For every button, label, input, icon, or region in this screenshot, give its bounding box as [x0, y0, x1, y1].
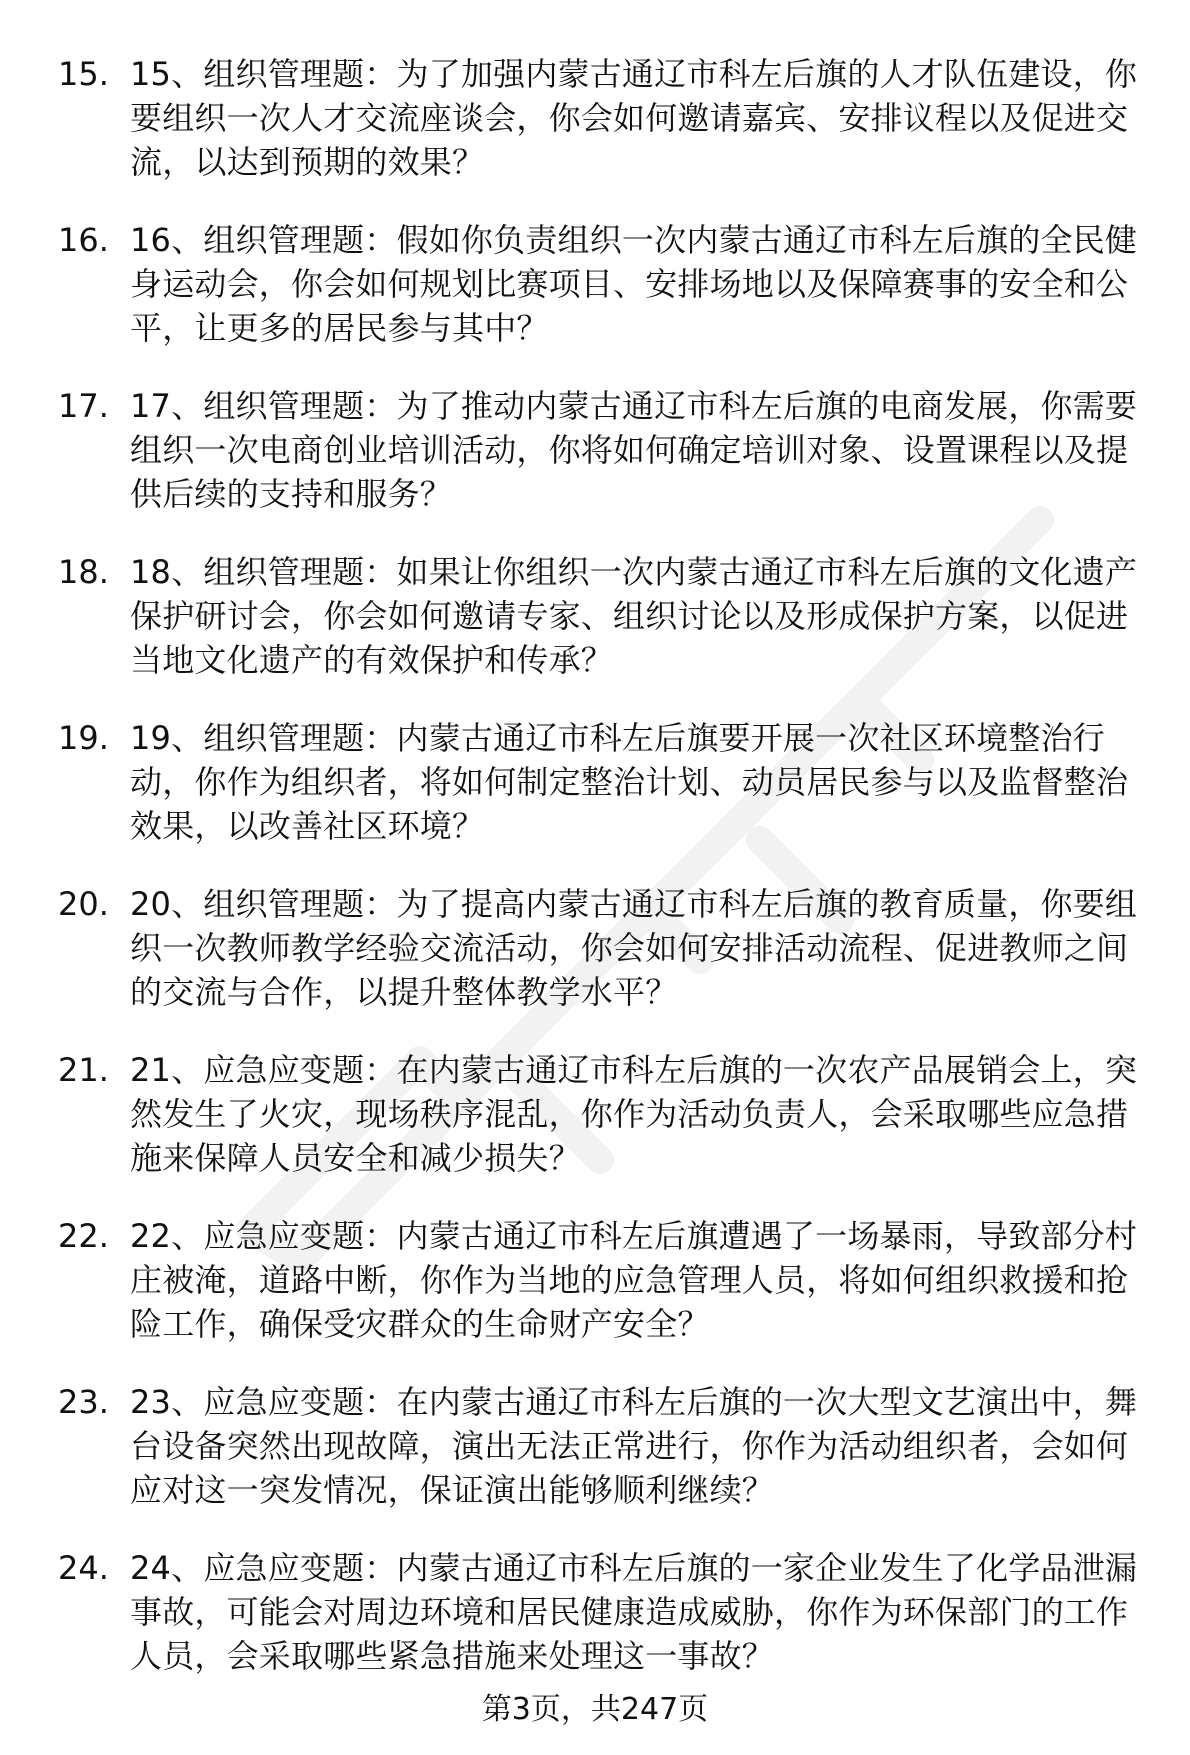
item-number: 23.	[58, 1383, 109, 1421]
item-text: 16、组织管理题：假如你负责组织一次内蒙古通辽市科左后旗的全民健身运动会，你会如何规划比赛项目、安排场地以及保障赛事的安全和公平，让更多的居民参与其中？	[130, 221, 1138, 347]
item-number: 19.	[58, 719, 109, 757]
question-list	[58, 52, 1148, 1712]
item-number: 15.	[58, 55, 109, 93]
item-text: 22、应急应变题：内蒙古通辽市科左后旗遭遇了一场暴雨，导致部分村庄被淹，道路中断，你作为当地的应急管理人员，将如何组织救援和抢险工作，确保受灾群众的生命财产安全？	[130, 1217, 1138, 1343]
item-text: 23、应急应变题：在内蒙古通辽市科左后旗的一次大型文艺演出中，舞台设备突然出现故障，演出无法正常进行，你作为活动组织者，会如何应对这一突发情况，保证演出能够顺利继续？	[130, 1383, 1138, 1509]
list-item	[58, 882, 1148, 1014]
item-number: 21.	[58, 1051, 109, 1089]
list-item	[58, 1380, 1148, 1512]
list-item	[58, 52, 1148, 184]
item-text: 18、组织管理题：如果让你组织一次内蒙古通辽市科左后旗的文化遗产保护研讨会，你会如何邀请专家、组织讨论以及形成保护方案，以促进当地文化遗产的有效保护和传承？	[130, 553, 1138, 679]
page-footer: 第3页，共247页	[481, 1692, 709, 1727]
item-text: 17、组织管理题：为了推动内蒙古通辽市科左后旗的电商发展，你需要组织一次电商创业培训活动，你将如何确定培训对象、设置课程以及提供后续的支持和服务？	[130, 387, 1138, 513]
list-item	[58, 1048, 1148, 1180]
list-item	[58, 218, 1148, 350]
list-item	[58, 550, 1148, 682]
item-number: 22.	[58, 1217, 109, 1255]
item-text: 15、组织管理题：为了加强内蒙古通辽市科左后旗的人才队伍建设，你要组织一次人才交流座谈会，你会如何邀请嘉宾、安排议程以及促进交流，以达到预期的效果？	[130, 55, 1138, 181]
item-number: 16.	[58, 221, 109, 259]
item-number: 20.	[58, 885, 109, 923]
item-text: 24、应急应变题：内蒙古通辽市科左后旗的一家企业发生了化学品泄漏事故，可能会对周边环境和居民健康造成威胁，你作为环保部门的工作人员，会采取哪些紧急措施来处理这一事故？	[130, 1549, 1138, 1675]
item-text: 19、组织管理题：内蒙古通辽市科左后旗要开展一次社区环境整治行动，你作为组织者，将如何制定整治计划、动员居民参与以及监督整治效果，以改善社区环境？	[130, 719, 1129, 845]
list-item	[58, 384, 1148, 516]
item-text: 21、应急应变题：在内蒙古通辽市科左后旗的一次农产品展销会上，突然发生了火灾，现场秩序混乱，你作为活动负责人，会采取哪些应急措施来保障人员安全和减少损失？	[130, 1051, 1138, 1177]
list-item	[58, 1214, 1148, 1346]
list-item	[58, 1546, 1148, 1678]
item-number: 18.	[58, 553, 109, 591]
list-item	[58, 716, 1148, 848]
item-text: 20、组织管理题：为了提高内蒙古通辽市科左后旗的教育质量，你要组织一次教师教学经验交流活动，你会如何安排活动流程、促进教师之间的交流与合作，以提升整体教学水平？	[130, 885, 1138, 1011]
item-number: 24.	[58, 1549, 109, 1587]
item-number: 17.	[58, 387, 109, 425]
